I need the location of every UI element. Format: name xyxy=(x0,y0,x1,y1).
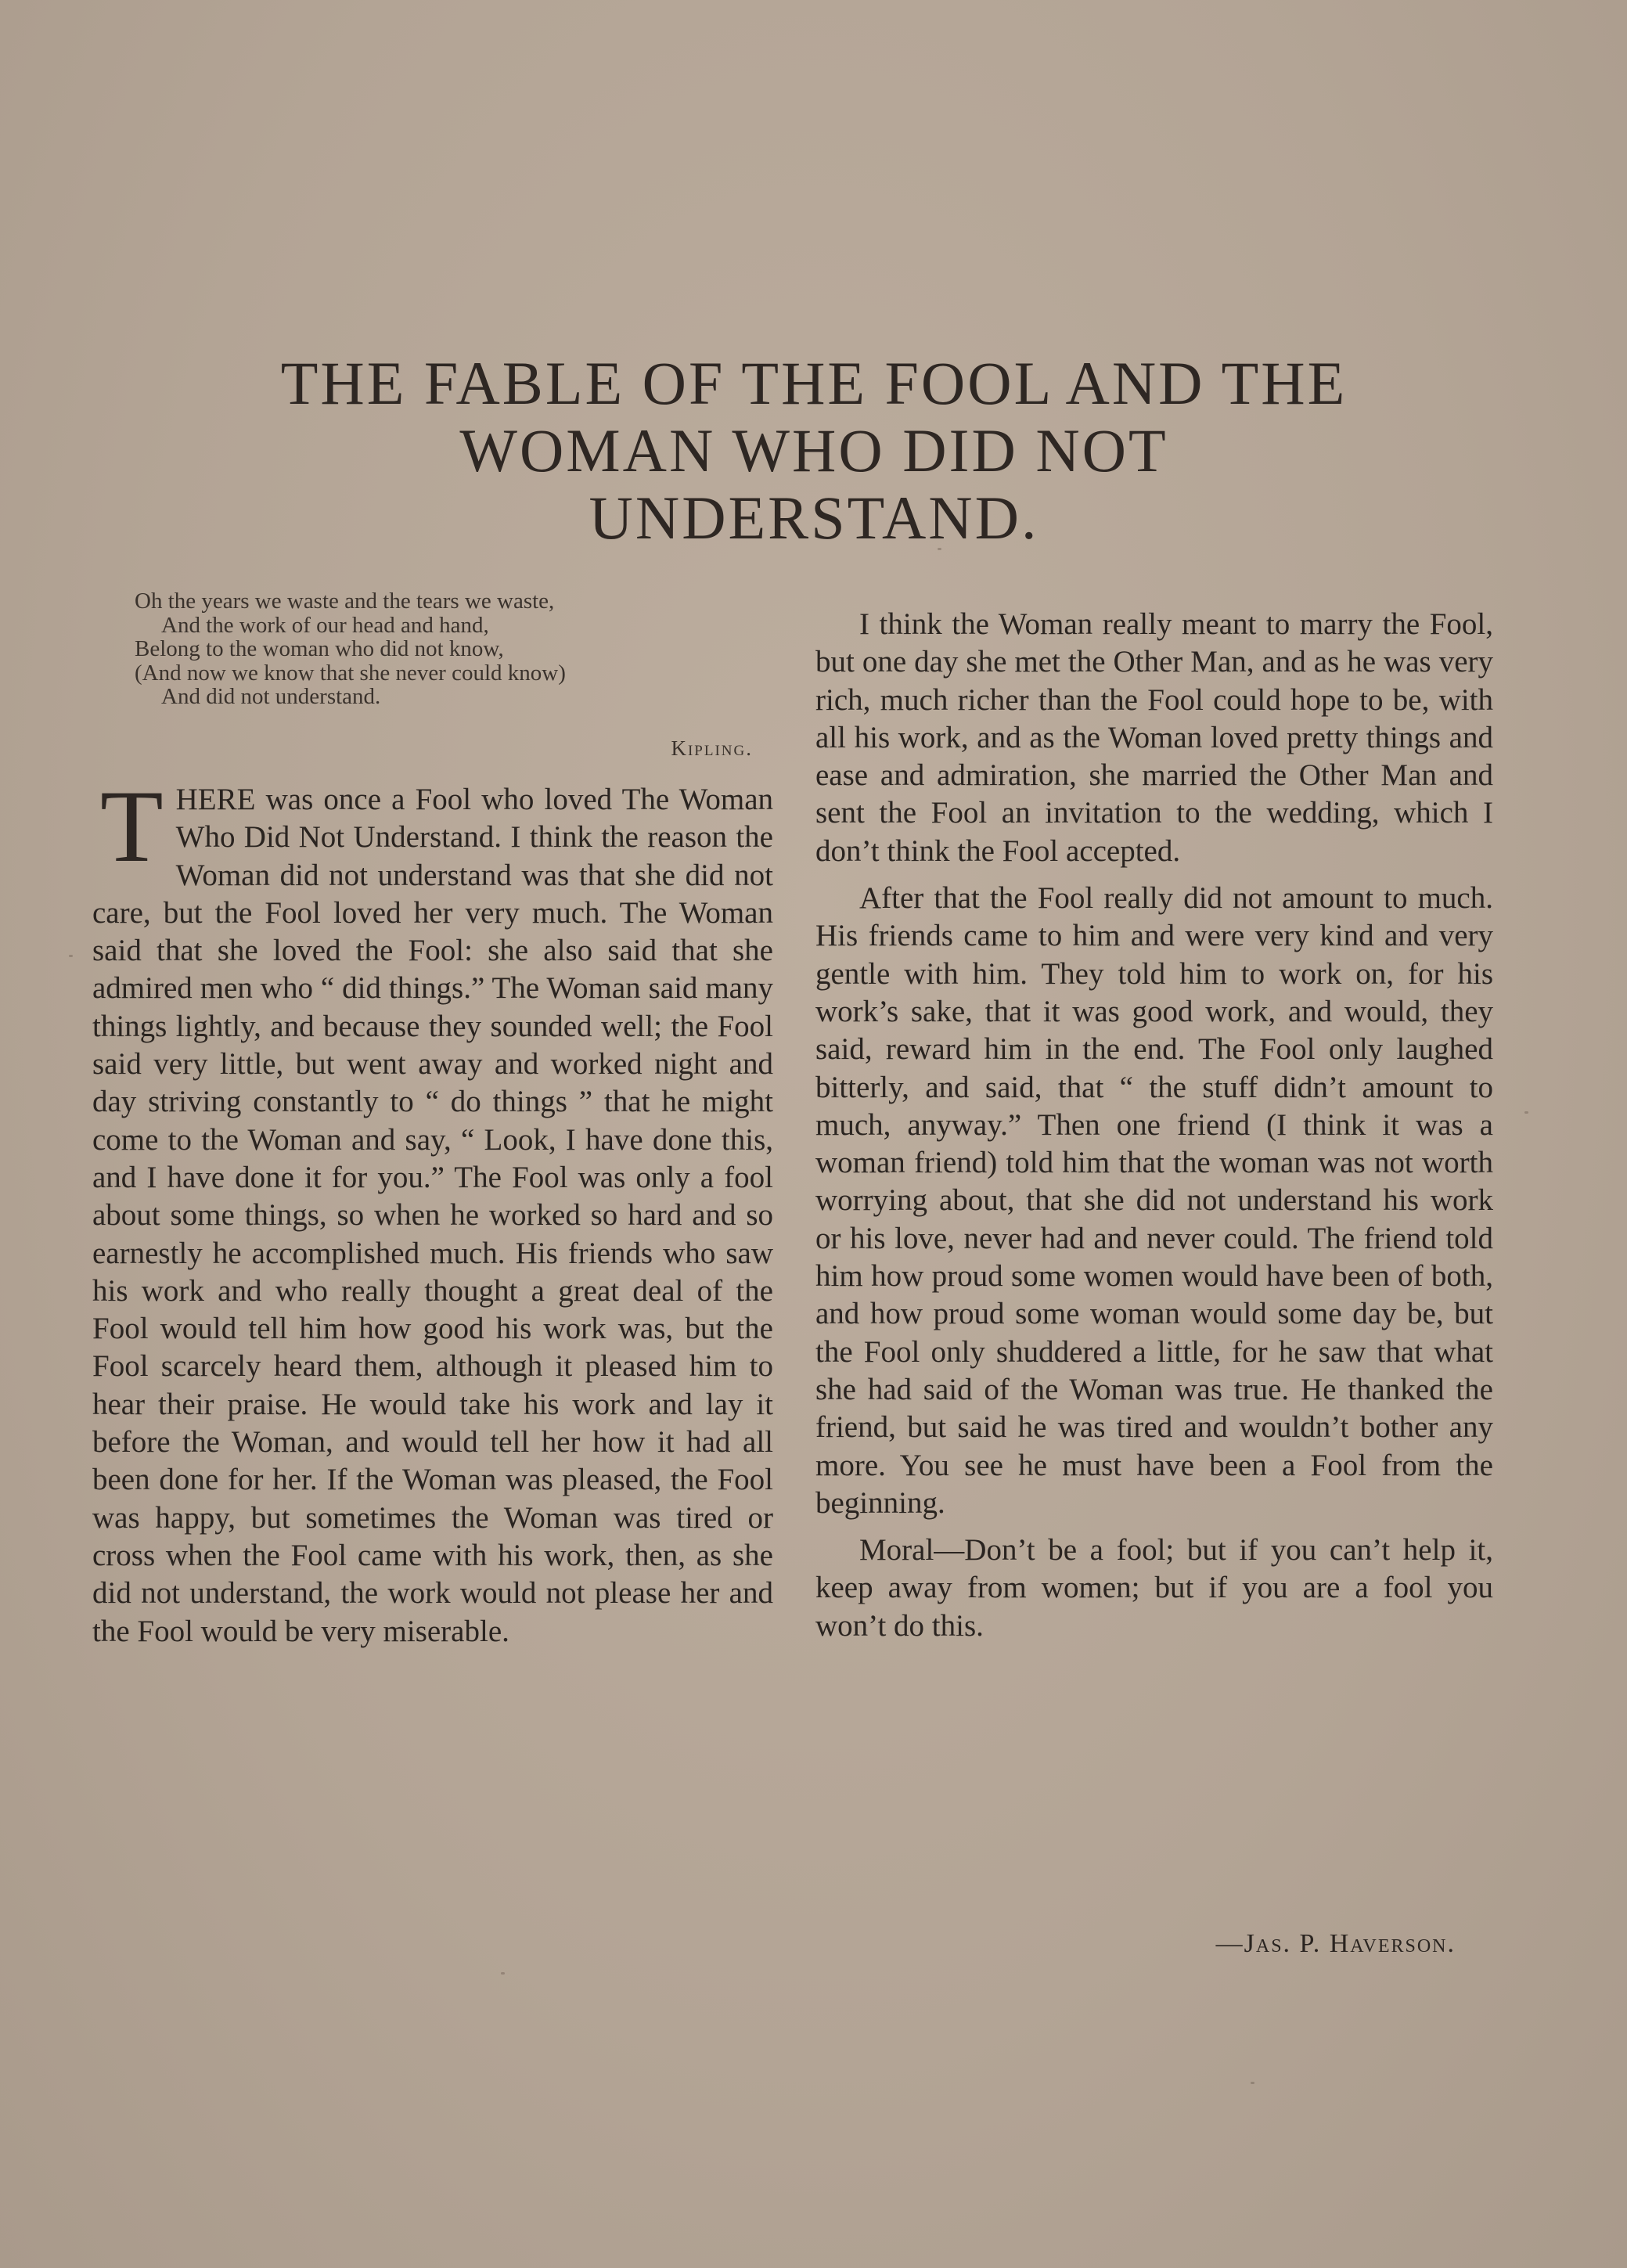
epigraph-line: Oh the years we waste and the tears we waste, xyxy=(135,589,555,614)
title-line: THE FABLE OF THE FOOL AND THE xyxy=(280,349,1348,418)
epigraph-line: And did not understand. xyxy=(161,684,381,709)
article-title xyxy=(117,350,1510,552)
paper-speck xyxy=(1524,1111,1528,1114)
body-paragraph-1 xyxy=(92,769,773,1651)
epigraph-line: (And now we know that she never could know) xyxy=(135,660,566,686)
epigraph-line: And the work of our head and hand, xyxy=(161,612,489,638)
paragraph-1-text: HERE was once a Fool who loved The Woman Who Did Not Understand. I think the reason the Woman did not understand was that she did not care, but the Fool loved her very much. The Woman said that she loved the Fool: she also said that she admired men who “ did things.” The Woman said many things lightly, and because they sounded well; the Fool said very little, but went away and worked night and day striving constantly to “ do things ” that he might come to the Woman and say, “ Look, I have done this, and I have done it for you.” The Fool was only a fool about some things, so when he worked so hard and so earnestly he accomplished much. His friends who saw his work and who really thought a great deal of the Fool would tell him how good his work was, but the Fool scarcely heard them, although it pleased him to hear their praise. He would take his work and lay it before the Woman, and would tell her how it had all been done for her. If the Woman was pleased, the Fool was happy, but sometimes the Woman was tired or cross when the Fool came with his work, then, as she did not understand, the work would not please her and the Fool would be very miserable. xyxy=(92,783,773,1648)
paper-speck xyxy=(501,1972,505,1975)
author-signature: —Jas. P. Haverson. xyxy=(1215,1929,1456,1958)
body-paragraph-3: After that the Fool really did not amount to much. His friends came to him and were very kind and very gentle with him. They told him to work on, for his work’s sake, that it was good work, and would, they said, reward him in the end. The Fool only laughed bitterly, and said, that “ the stuff didn’t amount to much, anyway.” Then one friend (I think it was a woman friend) told him that the woman was not worth worrying about, that she did not understand his work or his love, never had and never could. The friend told him how proud some women would have been of both, and how proud some woman would some day be, but the Fool only shuddered a little, for he saw that what she had said of the Woman was true. He thanked the friend, but said he was tired and wouldn’t bother any more. You see he must have been a Fool from the beginning. xyxy=(815,881,1493,1520)
epigraph-poem xyxy=(135,589,761,709)
epigraph-attribution: Kipling. xyxy=(671,736,753,760)
drop-cap: T xyxy=(100,769,164,884)
title-line: UNDERSTAND. xyxy=(589,484,1039,553)
left-column xyxy=(92,769,773,1651)
body-paragraph-2: I think the Woman really meant to marry the Fool, but one day she met the Other Man, and as he was very rich, much richer than the Fool could hope to be, with all his work, and as the Woman loved pretty things and ease and admiration, she married the Other Man and sent the Fool an invitation to the wedding, which I don’t think the Fool accepted. xyxy=(815,607,1493,868)
epigraph-line: Belong to the woman who did not know, xyxy=(135,636,504,661)
paper-speck xyxy=(69,955,73,957)
paper-speck xyxy=(1251,2082,1254,2084)
title-line: WOMAN WHO DID NOT xyxy=(459,416,1168,485)
moral-paragraph: Moral—Don’t be a fool; but if you can’t help it, keep away from women; but if you are a fool you won’t do this. xyxy=(815,1533,1493,1643)
right-column xyxy=(815,606,1493,1645)
